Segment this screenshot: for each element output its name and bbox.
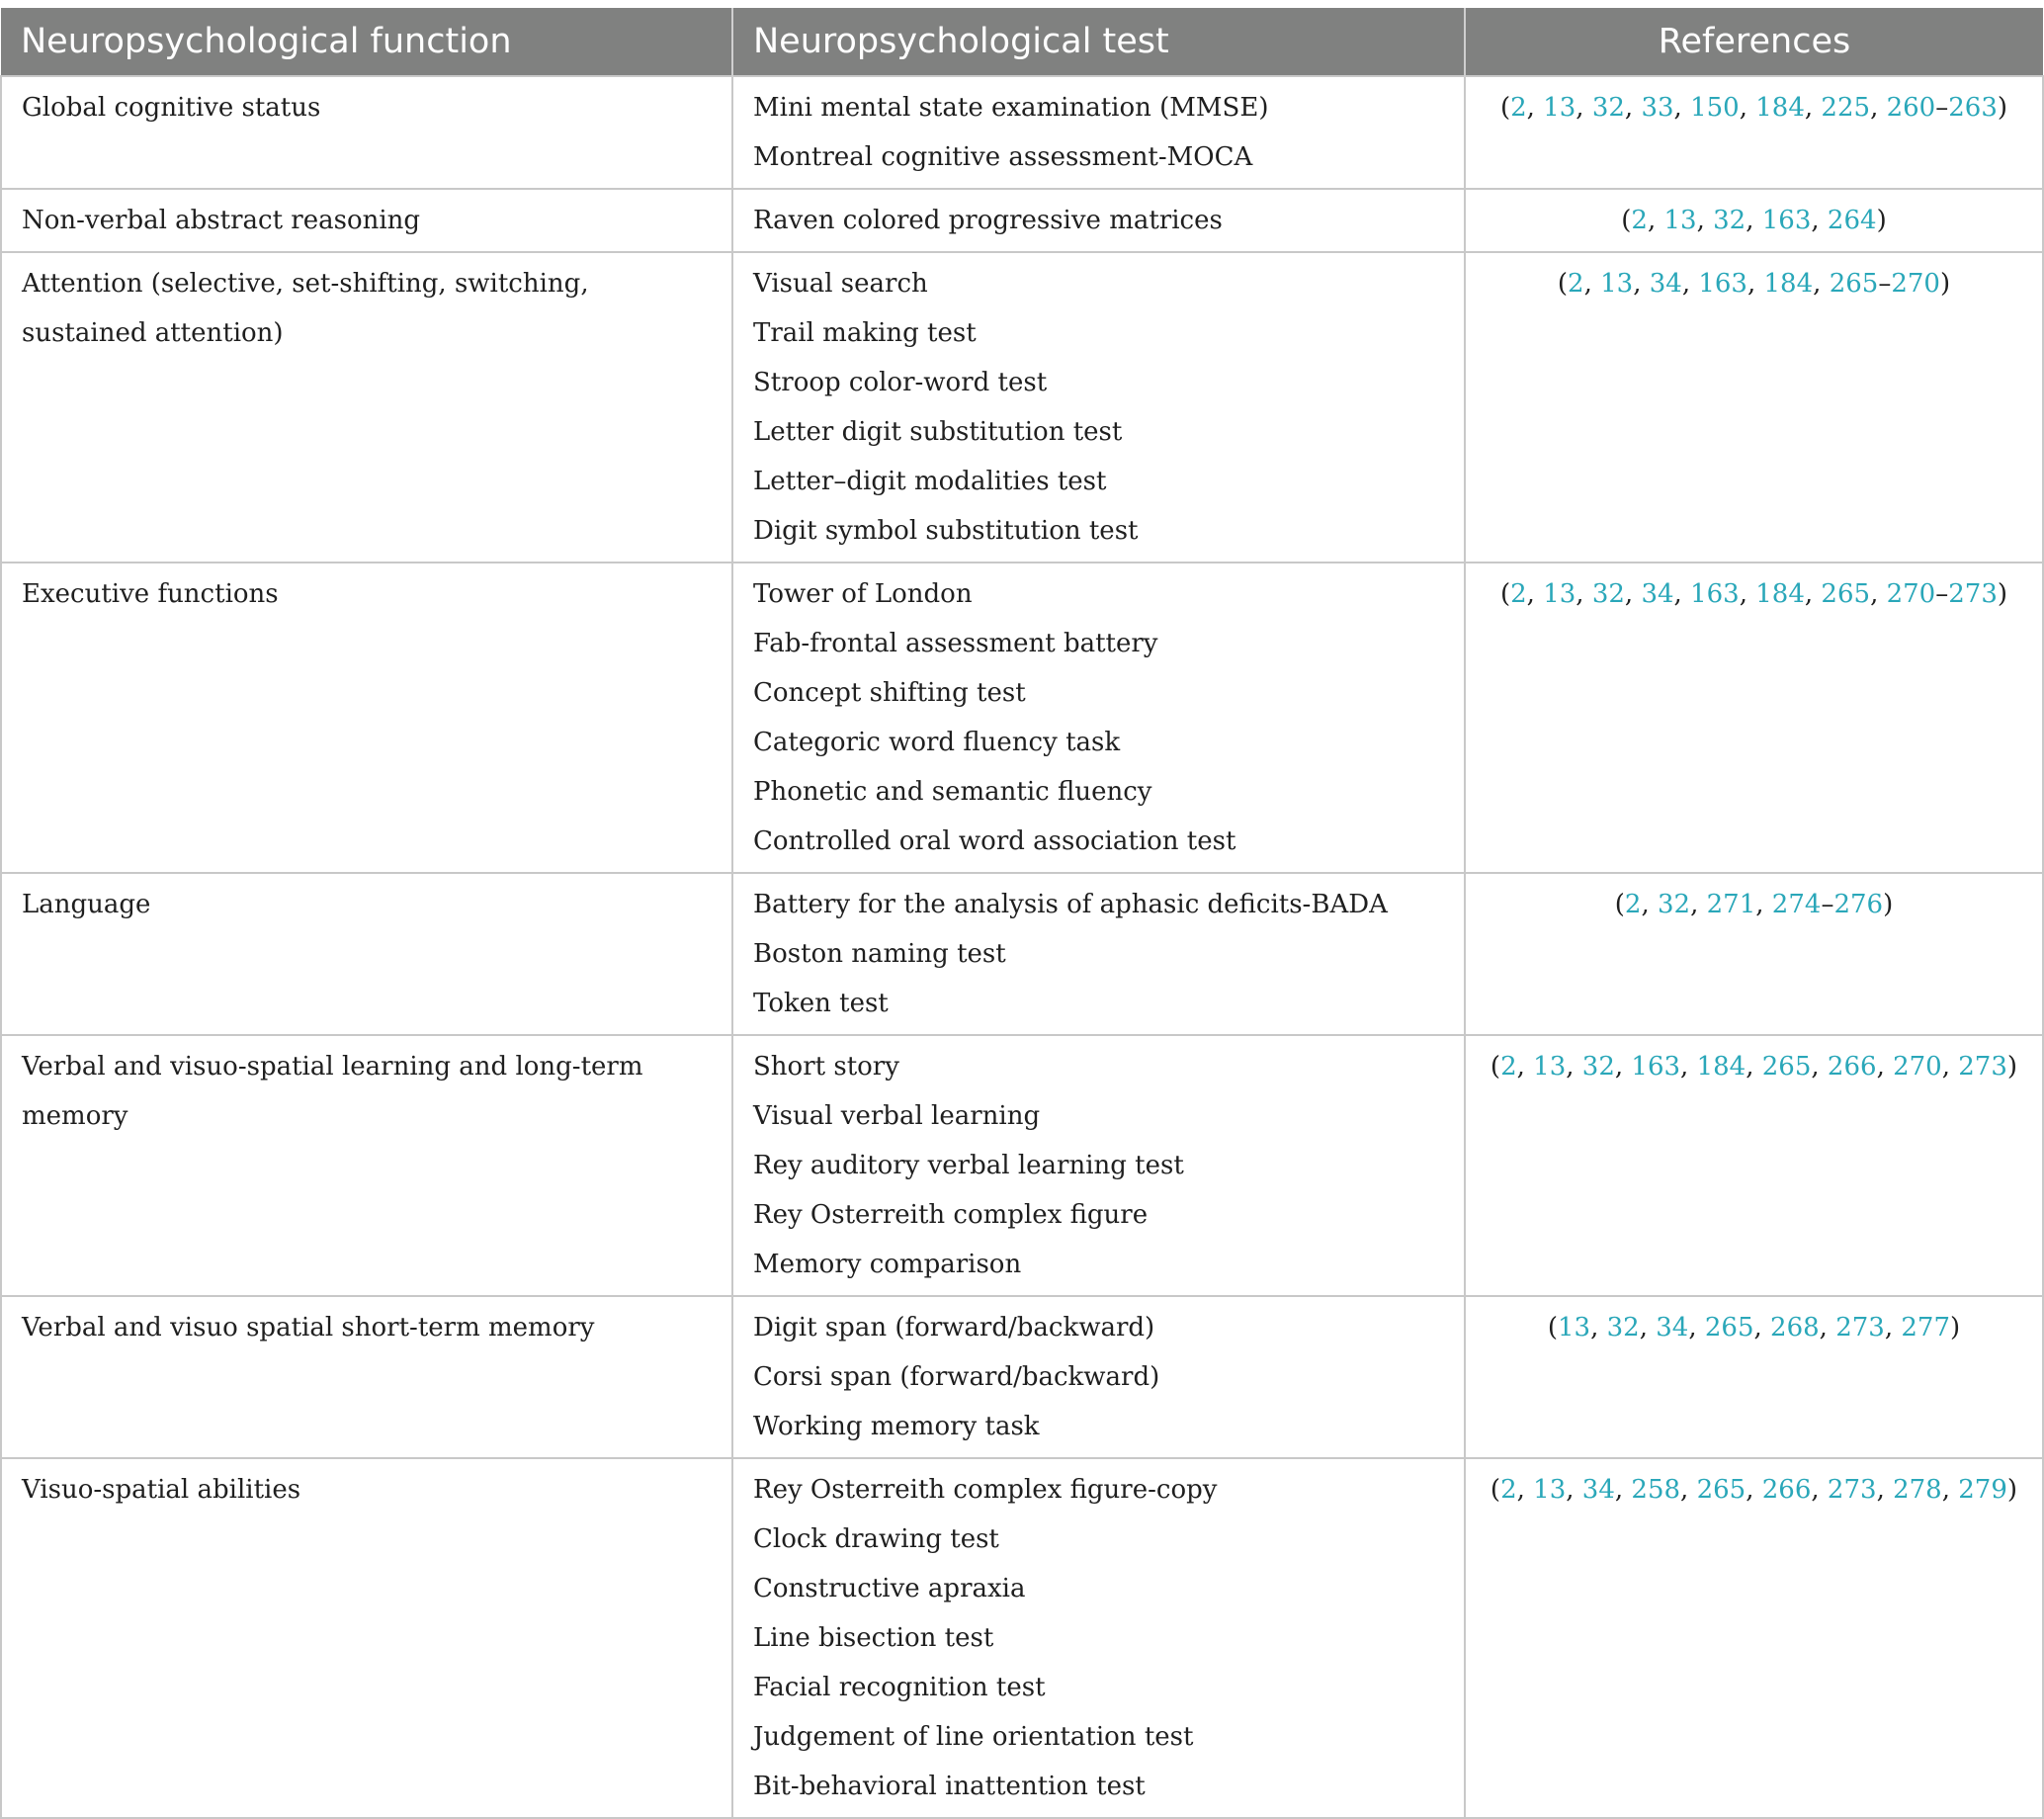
test-name: Short story	[753, 1052, 899, 1082]
reference-link[interactable]: 163	[1698, 269, 1747, 299]
reference-link[interactable]: 150	[1690, 93, 1740, 123]
neuropsych-table	[0, 8, 2044, 1819]
header-references: References	[1465, 8, 2043, 76]
reference-link[interactable]: 34	[1656, 1313, 1689, 1343]
tests-cell	[732, 189, 1465, 252]
references-cell: (2, 32, 271, 274–276)	[1465, 873, 2043, 1035]
tests-cell	[732, 873, 1465, 1035]
tests-cell	[732, 252, 1465, 563]
reference-link[interactable]: 2	[1510, 93, 1527, 123]
reference-link[interactable]: 13	[1533, 1052, 1567, 1082]
tests-cell	[732, 1458, 1465, 1818]
reference-link[interactable]: 266	[1761, 1475, 1812, 1505]
reference-link[interactable]: 32	[1606, 1313, 1640, 1343]
test-name: Judgement of line orientation test	[753, 1722, 1194, 1752]
reference-link[interactable]: 270	[1886, 579, 1936, 609]
reference-link[interactable]: 13	[1663, 206, 1697, 235]
header-test: Neuropsychological test	[732, 8, 1465, 76]
reference-link[interactable]: 32	[1581, 1052, 1615, 1082]
reference-link[interactable]: 184	[1763, 269, 1814, 299]
test-name: Working memory task	[753, 1412, 1040, 1441]
reference-link[interactable]: 271	[1706, 890, 1756, 919]
function-cell: Language	[1, 873, 732, 1035]
reference-link[interactable]: 13	[1533, 1475, 1567, 1505]
reference-link[interactable]: 32	[1591, 93, 1625, 123]
reference-link[interactable]: 277	[1901, 1313, 1951, 1343]
test-name: Rey auditory verbal learning test	[753, 1151, 1184, 1180]
reference-link[interactable]: 2	[1500, 1475, 1517, 1505]
references-cell: (2, 13, 32, 163, 264)	[1465, 189, 2043, 252]
table-body	[1, 76, 2043, 1818]
reference-link[interactable]: 2	[1624, 890, 1642, 919]
test-name: Raven colored progressive matrices	[753, 206, 1223, 235]
reference-link[interactable]: 163	[1761, 206, 1812, 235]
function-cell: Visuo-spatial abilities	[1, 1458, 732, 1818]
reference-link[interactable]: 265	[1696, 1475, 1746, 1505]
test-name: Concept shifting test	[753, 678, 1026, 708]
reference-link[interactable]: 273	[1835, 1313, 1885, 1343]
reference-link[interactable]: 13	[1557, 1313, 1591, 1343]
test-name: Bit-behavioral inattention test	[753, 1772, 1146, 1801]
test-name: Fab-frontal assessment battery	[753, 629, 1158, 658]
references-cell: (2, 13, 32, 33, 150, 184, 225, 260–263)	[1465, 76, 2043, 189]
reference-link[interactable]: 13	[1543, 579, 1576, 609]
references-cell: (2, 13, 34, 163, 184, 265–270)	[1465, 252, 2043, 563]
reference-link[interactable]: 264	[1827, 206, 1877, 235]
test-name: Letter–digit modalities test	[753, 467, 1107, 496]
table-row	[1, 189, 2043, 252]
test-name: Phonetic and semantic fluency	[753, 777, 1152, 807]
reference-link[interactable]: 274	[1771, 890, 1822, 919]
reference-link[interactable]: 163	[1631, 1052, 1681, 1082]
test-name: Rey Osterreith complex figure-copy	[753, 1475, 1218, 1505]
reference-link[interactable]: 2	[1500, 1052, 1517, 1082]
test-name: Boston naming test	[753, 939, 1006, 969]
function-cell: Global cognitive status	[1, 76, 732, 189]
table-row	[1, 873, 2043, 1035]
reference-link[interactable]: 276	[1833, 890, 1884, 919]
reference-link[interactable]: 13	[1600, 269, 1634, 299]
reference-link[interactable]: 184	[1755, 93, 1805, 123]
test-name: Token test	[753, 989, 889, 1018]
header-function: Neuropsychological function	[1, 8, 732, 76]
reference-link[interactable]: 265	[1704, 1313, 1754, 1343]
test-name: Stroop color-word test	[753, 368, 1048, 397]
function-cell: Verbal and visuo-spatial learning and long-term memory	[1, 1035, 732, 1296]
test-name: Battery for the analysis of aphasic deficits-BADA	[753, 890, 1388, 919]
reference-link[interactable]: 263	[1948, 93, 1998, 123]
table-row	[1, 563, 2043, 873]
test-name: Digit span (forward/backward)	[753, 1313, 1155, 1343]
test-name: Digit symbol substitution test	[753, 516, 1139, 546]
test-name: Tower of London	[753, 579, 973, 609]
table-row	[1, 1458, 2043, 1818]
reference-link[interactable]: 225	[1821, 93, 1871, 123]
reference-link[interactable]: 278	[1893, 1475, 1942, 1505]
reference-link[interactable]: 265	[1821, 579, 1871, 609]
table-row	[1, 1296, 2043, 1458]
test-name: Line bisection test	[753, 1623, 994, 1653]
test-name: Controlled oral word association test	[753, 826, 1236, 856]
reference-link[interactable]: 270	[1891, 269, 1940, 299]
reference-link[interactable]: 32	[1591, 579, 1625, 609]
reference-link[interactable]: 32	[1713, 206, 1746, 235]
test-name: Corsi span (forward/backward)	[753, 1362, 1160, 1392]
function-cell: Executive functions	[1, 563, 732, 873]
table-row	[1, 1035, 2043, 1296]
test-name: Constructive apraxia	[753, 1574, 1026, 1603]
test-name: Visual search	[753, 269, 928, 299]
reference-link[interactable]: 273	[1827, 1475, 1877, 1505]
reference-link[interactable]: 270	[1893, 1052, 1942, 1082]
test-name: Categoric word fluency task	[753, 728, 1121, 757]
reference-link[interactable]: 260	[1886, 93, 1936, 123]
reference-link[interactable]: 2	[1631, 206, 1648, 235]
tests-cell	[732, 1296, 1465, 1458]
tests-cell	[732, 76, 1465, 189]
function-cell: Attention (selective, set-shifting, switching, sustained attention)	[1, 252, 732, 563]
test-name: Facial recognition test	[753, 1673, 1046, 1702]
table-row	[1, 252, 2043, 563]
references-cell: (2, 13, 32, 163, 184, 265, 266, 270, 273)	[1465, 1035, 2043, 1296]
reference-link[interactable]: 266	[1827, 1052, 1877, 1082]
reference-link[interactable]: 273	[1948, 579, 1998, 609]
reference-link[interactable]: 265	[1761, 1052, 1812, 1082]
test-name: Montreal cognitive assessment-MOCA	[753, 142, 1253, 172]
references-cell: (13, 32, 34, 265, 268, 273, 277)	[1465, 1296, 2043, 1458]
test-name: Clock drawing test	[753, 1524, 999, 1554]
test-name: Memory comparison	[753, 1250, 1022, 1279]
references-cell: (2, 13, 34, 258, 265, 266, 273, 278, 279)	[1465, 1458, 2043, 1818]
table-header	[1, 8, 2043, 76]
reference-link[interactable]: 163	[1690, 579, 1740, 609]
test-name: Letter digit substitution test	[753, 417, 1123, 447]
reference-link[interactable]: 279	[1958, 1475, 2007, 1505]
test-name: Rey Osterreith complex figure	[753, 1200, 1149, 1230]
references-cell: (2, 13, 32, 34, 163, 184, 265, 270–273)	[1465, 563, 2043, 873]
test-name: Visual verbal learning	[753, 1101, 1041, 1131]
reference-link[interactable]: 184	[1696, 1052, 1746, 1082]
reference-link[interactable]: 34	[1641, 579, 1674, 609]
tests-cell	[732, 1035, 1465, 1296]
reference-link[interactable]: 2	[1510, 579, 1527, 609]
reference-link[interactable]: 34	[1649, 269, 1682, 299]
reference-link[interactable]: 273	[1958, 1052, 2007, 1082]
reference-link[interactable]: 268	[1770, 1313, 1820, 1343]
reference-link[interactable]: 13	[1543, 93, 1576, 123]
reference-link[interactable]: 32	[1658, 890, 1691, 919]
reference-link[interactable]: 33	[1641, 93, 1674, 123]
test-name: Mini mental state examination (MMSE)	[753, 93, 1269, 123]
function-cell: Verbal and visuo spatial short-term memory	[1, 1296, 732, 1458]
reference-link[interactable]: 258	[1631, 1475, 1681, 1505]
reference-link[interactable]: 265	[1829, 269, 1879, 299]
reference-link[interactable]: 184	[1755, 579, 1805, 609]
function-cell: Non-verbal abstract reasoning	[1, 189, 732, 252]
test-name: Trail making test	[753, 318, 977, 348]
reference-link[interactable]: 2	[1568, 269, 1584, 299]
reference-link[interactable]: 34	[1581, 1475, 1615, 1505]
table-row	[1, 76, 2043, 189]
tests-cell	[732, 563, 1465, 873]
